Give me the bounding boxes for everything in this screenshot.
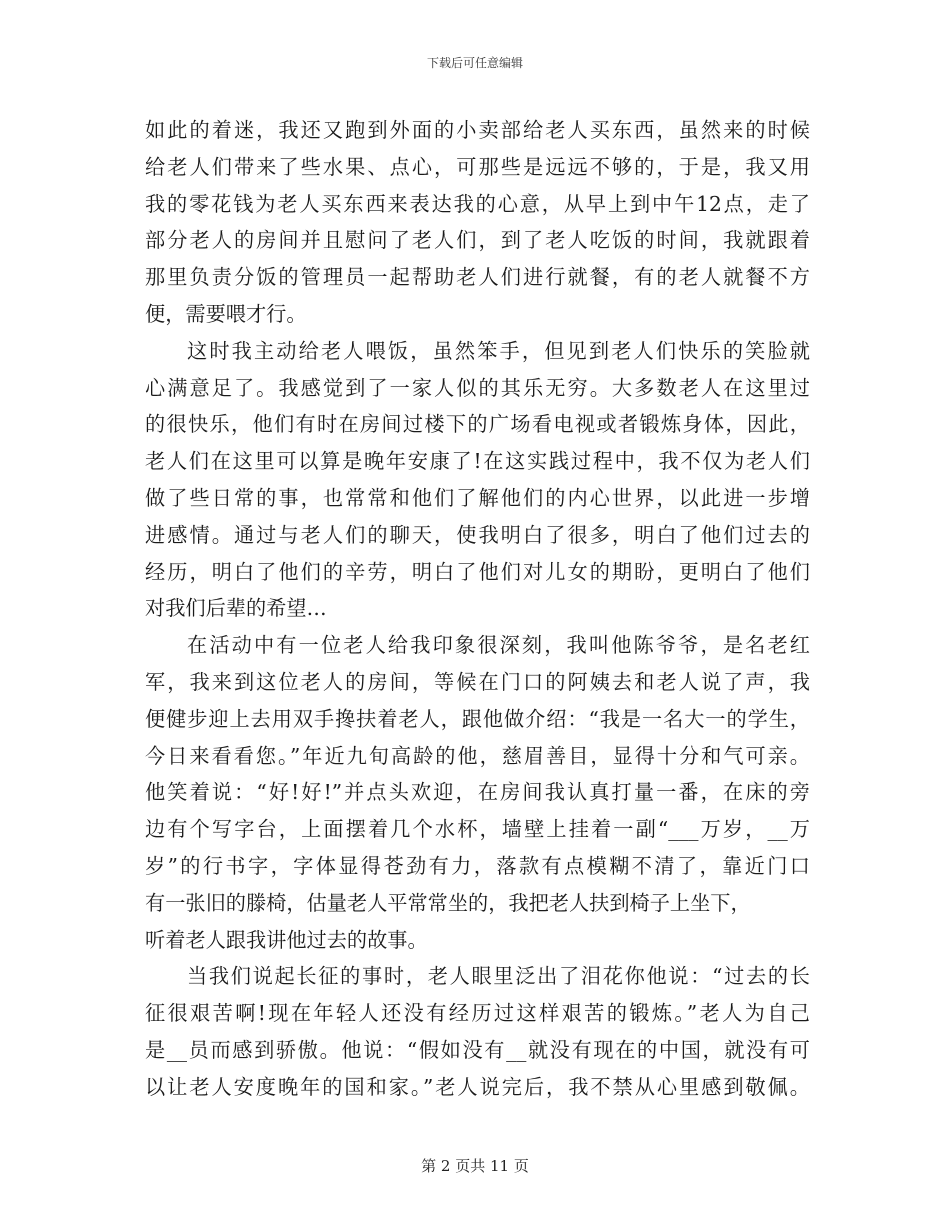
paragraph bbox=[145, 958, 810, 1105]
text-line: 心满意足了。我感觉到了一家人似的其乐无穷。大多数老人在这里过 bbox=[145, 375, 810, 400]
text-line: 边有个写字台，上面摆着几个水杯，墙壁上挂着一副“___万岁，__万 bbox=[145, 817, 810, 842]
page-number: 第 2 页共 11 页 bbox=[421, 1157, 529, 1175]
text-line: 今日来看看您。”年近九旬高龄的他，慈眉善目，显得十分和气可亲。 bbox=[145, 743, 810, 768]
text-line: 的很快乐，他们有时在房间过楼下的广场看电视或者锻炼身体，因此， bbox=[145, 412, 810, 437]
text-line: 那里负责分饭的管理员一起帮助老人们进行就餐，有的老人就餐不方 bbox=[145, 265, 810, 290]
text-line: 是__员而感到骄傲。他说：“假如没有__就没有现在的中国，就没有可 bbox=[145, 1037, 810, 1062]
text-line: 有一张旧的滕椅，估量老人平常常坐的，我把老人扶到椅子上坐下， bbox=[145, 890, 751, 915]
text-line: 这时我主动给老人喂饭，虽然笨手，但见到老人们快乐的笑脸就 bbox=[187, 338, 810, 363]
text-line: 做了些日常的事，也常常和他们了解他们的内心世界，以此进一步增 bbox=[145, 485, 810, 510]
text-line: 便健步迎上去用双手搀扶着老人，跟他做介绍：“我是一名大一的学生， bbox=[145, 706, 810, 731]
text-line: 当我们说起长征的事时，老人眼里泛出了泪花你他说：“过去的长 bbox=[187, 964, 810, 989]
text-line: 进感情。通过与老人们的聊天，使我明白了很多，明白了他们过去的 bbox=[145, 522, 810, 547]
paragraph bbox=[145, 333, 810, 627]
document-body bbox=[145, 112, 810, 1106]
text-line: 老人们在这里可以算是晚年安康了!在这实践过程中，我不仅为老人们 bbox=[145, 449, 810, 474]
text-line: 如此的着迷，我还又跑到外面的小卖部给老人买东西，虽然来的时候 bbox=[145, 118, 810, 142]
text-line: 部分老人的房间并且慰问了老人们，到了老人吃饭的时间，我就跟着 bbox=[145, 228, 810, 253]
text-line: 他笑着说：“好!好!”并点头欢迎，在房间我认真打量一番，在床的旁 bbox=[145, 780, 810, 805]
paragraph bbox=[145, 627, 810, 958]
paragraph bbox=[145, 112, 810, 333]
text-line: 对我们后辈的希望… bbox=[145, 596, 327, 621]
text-line: 我的零花钱为老人买东西来表达我的心意，从早上到中午12点，走了 bbox=[145, 191, 810, 216]
text-line: 征很艰苦啊!现在年轻人还没有经历过这样艰苦的锻炼。”老人为自己 bbox=[145, 1001, 810, 1026]
text-line: 以让老人安度晚年的国和家。”老人说完后，我不禁从心里感到敬佩。 bbox=[145, 1074, 810, 1099]
text-line: 给老人们带来了些水果、点心，可那些是远远不够的，于是，我又用 bbox=[145, 154, 810, 179]
text-line: 听着老人跟我讲他过去的故事。 bbox=[145, 927, 428, 952]
text-line: 便，需要喂才行。 bbox=[145, 301, 307, 326]
text-line: 经历，明白了他们的辛劳，明白了他们对儿女的期盼，更明白了他们 bbox=[145, 559, 810, 584]
text-line: 岁”的行书字，字体显得苍劲有力，落款有点模糊不清了，靠近门口 bbox=[145, 853, 810, 878]
page-header: 下载后可任意编辑 bbox=[426, 56, 523, 70]
text-line: 军，我来到这位老人的房间，等候在门口的阿姨去和老人说了声，我 bbox=[145, 669, 810, 694]
text-line: 在活动中有一位老人给我印象很深刻，我叫他陈爷爷，是名老红 bbox=[187, 633, 810, 658]
